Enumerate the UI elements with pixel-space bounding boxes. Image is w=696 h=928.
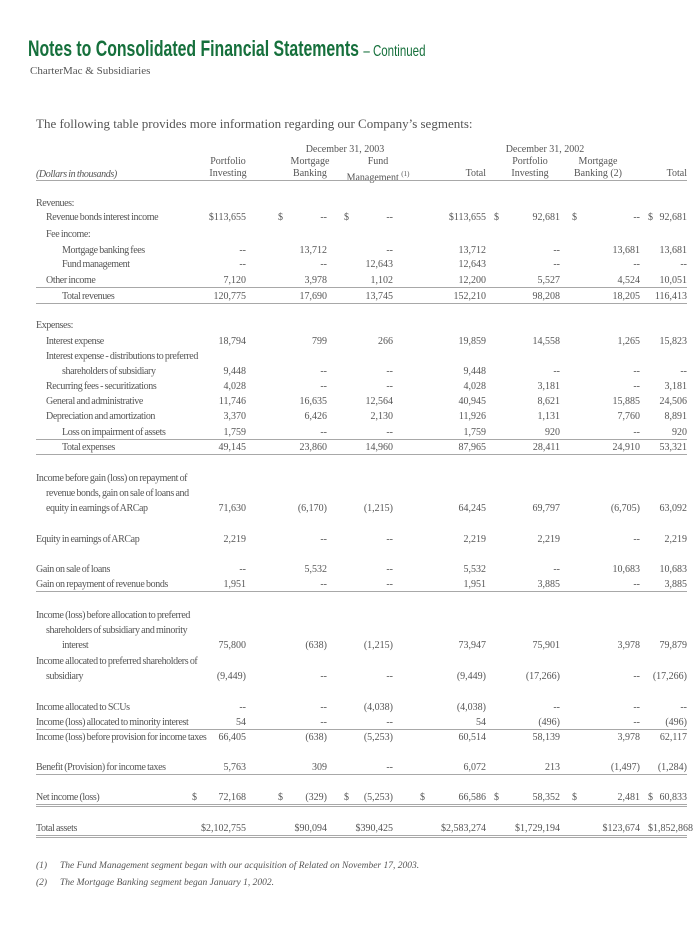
cell-value: --: [386, 212, 393, 223]
table-cell: --: [386, 762, 393, 773]
table-cell: --: [320, 534, 327, 545]
row-label: Total revenues: [62, 291, 115, 302]
table-cell: 13,681: [659, 245, 687, 256]
table-cell: --: [680, 702, 687, 713]
column-header-line1: [627, 156, 687, 168]
table-cell: 73,947: [458, 640, 486, 651]
table-cell: 3,370: [223, 411, 246, 422]
header-rule: [36, 180, 687, 181]
table-cell: 1,265: [617, 336, 640, 347]
dollar-sign: $: [420, 792, 425, 803]
table-cell: $90,094: [294, 823, 327, 834]
table-cell: 3,978: [617, 732, 640, 743]
column-header-text: Banking: [293, 168, 327, 179]
row-label: Income allocated to SCUs: [36, 702, 130, 713]
cell-value: 92,681: [532, 212, 560, 223]
table-cell: 5,763: [223, 762, 246, 773]
row-label: Recurring fees - securitizations: [46, 381, 157, 392]
table-cell: 3,978: [304, 275, 327, 286]
table-cell: 13,712: [458, 245, 486, 256]
column-header-line1: Fund: [367, 156, 389, 167]
table-cell: 24,506: [659, 396, 687, 407]
title-continued: – Continued: [363, 43, 426, 60]
table-cell: $113,655: [208, 212, 246, 223]
dollar-sign: $: [572, 792, 577, 803]
cell-value: 58,352: [532, 792, 560, 803]
table-cell: 16,635: [299, 396, 327, 407]
table-cell: [494, 791, 560, 804]
table-cell: 309: [312, 762, 327, 773]
table-cell: 8,891: [664, 411, 687, 422]
row-rule: [36, 287, 687, 288]
table-cell: --: [320, 702, 327, 713]
table-cell: [572, 211, 640, 224]
table-cell: --: [386, 366, 393, 377]
table-cell: --: [239, 702, 246, 713]
table-cell: 920: [672, 427, 687, 438]
table-cell: 71,630: [218, 503, 246, 514]
table-cell: --: [386, 245, 393, 256]
table-cell: [278, 791, 327, 804]
row-label: Income (loss) before provision for income taxes: [36, 732, 207, 743]
table-cell: 60,514: [458, 732, 486, 743]
table-cell: 5,527: [537, 275, 560, 286]
table-cell: --: [320, 579, 327, 590]
row-rule: [36, 591, 687, 592]
table-cell: 12,643: [365, 259, 393, 270]
table-cell: 12,643: [458, 259, 486, 270]
cell-value: --: [633, 212, 640, 223]
table-cell: --: [386, 427, 393, 438]
table-cell: 62,117: [659, 732, 687, 743]
table-cell: 4,028: [463, 381, 486, 392]
table-cell: --: [239, 259, 246, 270]
row-label: Gain on repayment of revenue bonds: [36, 579, 168, 590]
table-cell: 64,245: [458, 503, 486, 514]
cell-value: 92,681: [659, 212, 687, 223]
table-cell: [344, 211, 393, 224]
table-cell: --: [386, 671, 393, 682]
row-label: shareholders of subsidiary and minority: [46, 625, 188, 636]
row-label: revenue bonds, gain on sale of loans and: [46, 488, 189, 499]
column-header-line1: [426, 156, 486, 168]
table-cell: (1,215): [363, 503, 393, 514]
table-cell: (1,215): [363, 640, 393, 651]
table-cell: --: [320, 259, 327, 270]
column-header-text: Management: [346, 172, 399, 184]
table-cell: 799: [312, 336, 327, 347]
column-header: [278, 156, 342, 180]
table-cell: --: [553, 366, 560, 377]
column-header: [566, 156, 630, 180]
row-label: Revenue bonds interest income: [46, 212, 159, 223]
table-cell: --: [680, 366, 687, 377]
table-cell: (1,284): [657, 762, 687, 773]
column-header-text: Total: [666, 168, 687, 179]
row-rule: [36, 439, 687, 440]
table-cell: 7,120: [223, 275, 246, 286]
table-cell: --: [633, 717, 640, 728]
table-cell: [192, 791, 246, 804]
cell-value: 60,833: [659, 792, 687, 803]
table-cell: (9,449): [216, 671, 246, 682]
table-cell: 18,205: [612, 291, 640, 302]
row-label: subsidiary: [46, 671, 84, 682]
table-cell: --: [633, 259, 640, 270]
double-rule: [36, 835, 687, 838]
table-cell: --: [239, 245, 246, 256]
row-label: Net income (loss): [36, 792, 100, 803]
page-title: [28, 36, 425, 62]
table-cell: 13,745: [365, 291, 393, 302]
table-cell: 10,683: [612, 564, 640, 575]
company-subtitle: CharterMac & Subsidiaries: [30, 65, 151, 77]
cell-value: (5,253): [363, 792, 393, 803]
table-cell: [420, 791, 486, 804]
table-cell: 5,532: [463, 564, 486, 575]
table-cell: 15,885: [612, 396, 640, 407]
table-cell: (496): [665, 717, 687, 728]
double-rule: [36, 804, 687, 807]
column-header-line2: [278, 168, 342, 180]
column-header-text: Banking (2): [573, 168, 623, 179]
row-rule: [36, 774, 687, 775]
table-cell: --: [553, 245, 560, 256]
row-label: Total assets: [36, 823, 77, 834]
column-header-line1: Mortgage: [290, 156, 330, 167]
table-cell: $113,655: [448, 212, 486, 223]
table-cell: 9,448: [463, 366, 486, 377]
table-cell: (9,449): [456, 671, 486, 682]
table-cell: --: [386, 564, 393, 575]
table-cell: --: [386, 579, 393, 590]
table-cell: 9,448: [223, 366, 246, 377]
row-label: Expenses:: [36, 320, 73, 331]
table-cell: 3,885: [664, 579, 687, 590]
table-cell: 14,960: [365, 442, 393, 453]
dollar-sign: $: [494, 212, 499, 223]
intro-text: The following table provides more information regarding our Company’s segments:: [36, 116, 473, 131]
table-cell: 11,926: [458, 411, 486, 422]
table-cell: --: [553, 259, 560, 270]
table-cell: 6,426: [304, 411, 327, 422]
table-cell: --: [633, 427, 640, 438]
row-label: equity in earnings of ARCap: [46, 503, 148, 514]
table-cell: 120,775: [213, 291, 246, 302]
period-header-2002: December 31, 2002: [505, 144, 585, 155]
row-label: Gain on sale of loans: [36, 564, 111, 575]
table-cell: 2,219: [223, 534, 246, 545]
table-cell: 2,130: [370, 411, 393, 422]
row-label: Other income: [46, 275, 96, 286]
table-cell: $2,102,755: [201, 823, 246, 834]
table-cell: (4,038): [363, 702, 393, 713]
table-cell: 7,760: [617, 411, 640, 422]
table-cell: 10,051: [659, 275, 687, 286]
row-label: Income (loss) before allocation to preferred: [36, 610, 190, 621]
row-label: Interest expense: [46, 336, 104, 347]
table-cell: 213: [545, 762, 560, 773]
table-cell: --: [386, 534, 393, 545]
table-cell: 1,951: [463, 579, 486, 590]
table-cell: (6,170): [297, 503, 327, 514]
table-cell: 12,564: [365, 396, 393, 407]
table-cell: 1,131: [537, 411, 560, 422]
table-cell: 12,200: [458, 275, 486, 286]
column-header-line1: Portfolio: [210, 156, 246, 167]
dollar-sign: $: [344, 792, 349, 803]
period-header-2003: December 31, 2003: [305, 144, 385, 155]
dollar-sign: $: [344, 212, 349, 223]
table-cell: 1,759: [463, 427, 486, 438]
row-label: Fund management: [62, 259, 130, 270]
table-cell: 1,759: [223, 427, 246, 438]
table-cell: --: [320, 427, 327, 438]
table-cell: 13,712: [299, 245, 327, 256]
table-cell: 4,524: [617, 275, 640, 286]
row-label: General and administrative: [46, 396, 143, 407]
table-cell: 3,885: [537, 579, 560, 590]
table-cell: 5,532: [304, 564, 327, 575]
table-cell: 2,219: [664, 534, 687, 545]
table-cell: --: [320, 717, 327, 728]
table-cell: 79,879: [659, 640, 687, 651]
table-cell: 54: [476, 717, 486, 728]
table-cell: [344, 791, 393, 804]
table-cell: 2,219: [463, 534, 486, 545]
row-label: Fee income:: [46, 229, 91, 240]
table-cell: --: [633, 381, 640, 392]
table-cell: $1,852,868: [648, 823, 693, 834]
table-cell: [648, 211, 687, 224]
table-cell: --: [633, 671, 640, 682]
table-cell: --: [553, 702, 560, 713]
cell-value: (329): [305, 792, 327, 803]
table-cell: --: [680, 259, 687, 270]
table-cell: 3,181: [664, 381, 687, 392]
table-cell: 2,219: [537, 534, 560, 545]
row-label: Benefit (Provision) for income taxes: [36, 762, 166, 773]
row-rule: [36, 729, 687, 730]
table-cell: --: [320, 366, 327, 377]
table-cell: 4,028: [223, 381, 246, 392]
table-cell: 98,208: [532, 291, 560, 302]
table-cell: (17,266): [652, 671, 687, 682]
table-cell: 28,411: [532, 442, 560, 453]
table-cell: $2,583,274: [441, 823, 486, 834]
table-cell: (1,497): [610, 762, 640, 773]
cell-value: 66,586: [458, 792, 486, 803]
column-header-line2: [426, 168, 486, 180]
title-text: Notes to Consolidated Financial Statements: [28, 36, 359, 61]
dollar-sign: $: [572, 212, 577, 223]
table-cell: (17,266): [525, 671, 560, 682]
row-rule: [36, 303, 687, 304]
table-cell: [648, 791, 687, 804]
table-cell: (6,705): [610, 503, 640, 514]
table-cell: 69,797: [532, 503, 560, 514]
row-label: Equity in earnings of ARCap: [36, 534, 140, 545]
table-cell: 40,945: [458, 396, 486, 407]
table-cell: 17,690: [299, 291, 327, 302]
table-cell: --: [633, 702, 640, 713]
column-header-line2: [566, 168, 630, 180]
row-rule: [36, 454, 687, 455]
table-cell: 10,683: [659, 564, 687, 575]
column-header: [426, 156, 486, 180]
table-cell: 920: [545, 427, 560, 438]
column-header-text: Investing: [209, 168, 247, 179]
row-label: Interest expense - distributions to preferred: [46, 351, 198, 362]
table-cell: 24,910: [612, 442, 640, 453]
column-header: [627, 156, 687, 180]
footnote-2: (2) The Mortgage Banking segment began January 1, 2002.: [36, 878, 274, 888]
table-cell: [494, 211, 560, 224]
column-header-line1: Portfolio: [512, 156, 548, 167]
table-cell: 3,181: [537, 381, 560, 392]
column-header-line2: [346, 168, 410, 184]
dollar-sign: $: [192, 792, 197, 803]
table-cell: 66,405: [218, 732, 246, 743]
column-header-line2: [627, 168, 687, 180]
footnote-1: (1) The Fund Management segment began with our acquisition of Related on November 17, 2003.: [36, 861, 420, 871]
row-label: Income before gain (loss) on repayment of: [36, 473, 188, 484]
table-cell: 54: [236, 717, 246, 728]
table-cell: --: [633, 366, 640, 377]
table-cell: 15,823: [659, 336, 687, 347]
table-cell: $390,425: [355, 823, 393, 834]
table-cell: --: [320, 671, 327, 682]
table-cell: 13,681: [612, 245, 640, 256]
table-cell: --: [386, 381, 393, 392]
table-cell: 8,621: [537, 396, 560, 407]
row-label: Income allocated to preferred shareholders of: [36, 656, 198, 667]
table-cell: 87,965: [458, 442, 486, 453]
table-cell: 53,321: [659, 442, 687, 453]
table-cell: 63,092: [659, 503, 687, 514]
table-cell: (496): [538, 717, 560, 728]
table-cell: 266: [378, 336, 393, 347]
table-cell: 75,901: [532, 640, 560, 651]
table-cell: [572, 791, 640, 804]
table-cell: 49,145: [218, 442, 246, 453]
table-cell: --: [633, 579, 640, 590]
units-label: (Dollars in thousands): [36, 169, 117, 180]
row-label: shareholders of subsidiary: [62, 366, 156, 377]
table-cell: --: [633, 534, 640, 545]
table-cell: (4,038): [456, 702, 486, 713]
table-cell: --: [386, 717, 393, 728]
column-header-text: Investing: [511, 168, 549, 179]
dollar-sign: $: [278, 792, 283, 803]
table-cell: (638): [305, 732, 327, 743]
table-cell: --: [320, 381, 327, 392]
table-cell: 6,072: [463, 762, 486, 773]
row-label: Depreciation and amortization: [46, 411, 156, 422]
dollar-sign: $: [648, 212, 653, 223]
cell-value: 2,481: [617, 792, 640, 803]
column-header: [196, 156, 260, 180]
table-cell: $1,729,194: [515, 823, 560, 834]
row-label: Mortgage banking fees: [62, 245, 145, 256]
row-label: interest: [62, 640, 89, 651]
dollar-sign: $: [648, 792, 653, 803]
table-cell: (5,253): [363, 732, 393, 743]
row-label: Total expenses: [62, 442, 115, 453]
table-cell: --: [553, 564, 560, 575]
table-cell: --: [239, 564, 246, 575]
column-header-line2: [498, 168, 562, 180]
cell-value: 72,168: [218, 792, 246, 803]
row-label: Loss on impairment of assets: [62, 427, 166, 438]
table-cell: 18,794: [218, 336, 246, 347]
table-cell: 14,558: [532, 336, 560, 347]
row-label: Revenues:: [36, 198, 75, 209]
dollar-sign: $: [494, 792, 499, 803]
column-header: [498, 156, 562, 180]
table-cell: 75,800: [218, 640, 246, 651]
table-cell: 116,413: [654, 291, 687, 302]
dollar-sign: $: [278, 212, 283, 223]
table-cell: 19,859: [458, 336, 486, 347]
footnote-ref: (1): [401, 170, 410, 178]
table-cell: 3,978: [617, 640, 640, 651]
table-cell: 152,210: [453, 291, 486, 302]
table-cell: $123,674: [602, 823, 640, 834]
table-cell: 1,951: [223, 579, 246, 590]
table-cell: 58,139: [532, 732, 560, 743]
table-cell: 11,746: [218, 396, 246, 407]
row-label: Income (loss) allocated to minority interest: [36, 717, 189, 728]
column-header-line2: [196, 168, 260, 180]
table-cell: [278, 211, 327, 224]
column-header-line1: Mortgage: [578, 156, 618, 167]
cell-value: --: [320, 212, 327, 223]
table-cell: (638): [305, 640, 327, 651]
column-header-text: Total: [465, 168, 486, 179]
table-cell: 1,102: [370, 275, 393, 286]
table-cell: 23,860: [299, 442, 327, 453]
